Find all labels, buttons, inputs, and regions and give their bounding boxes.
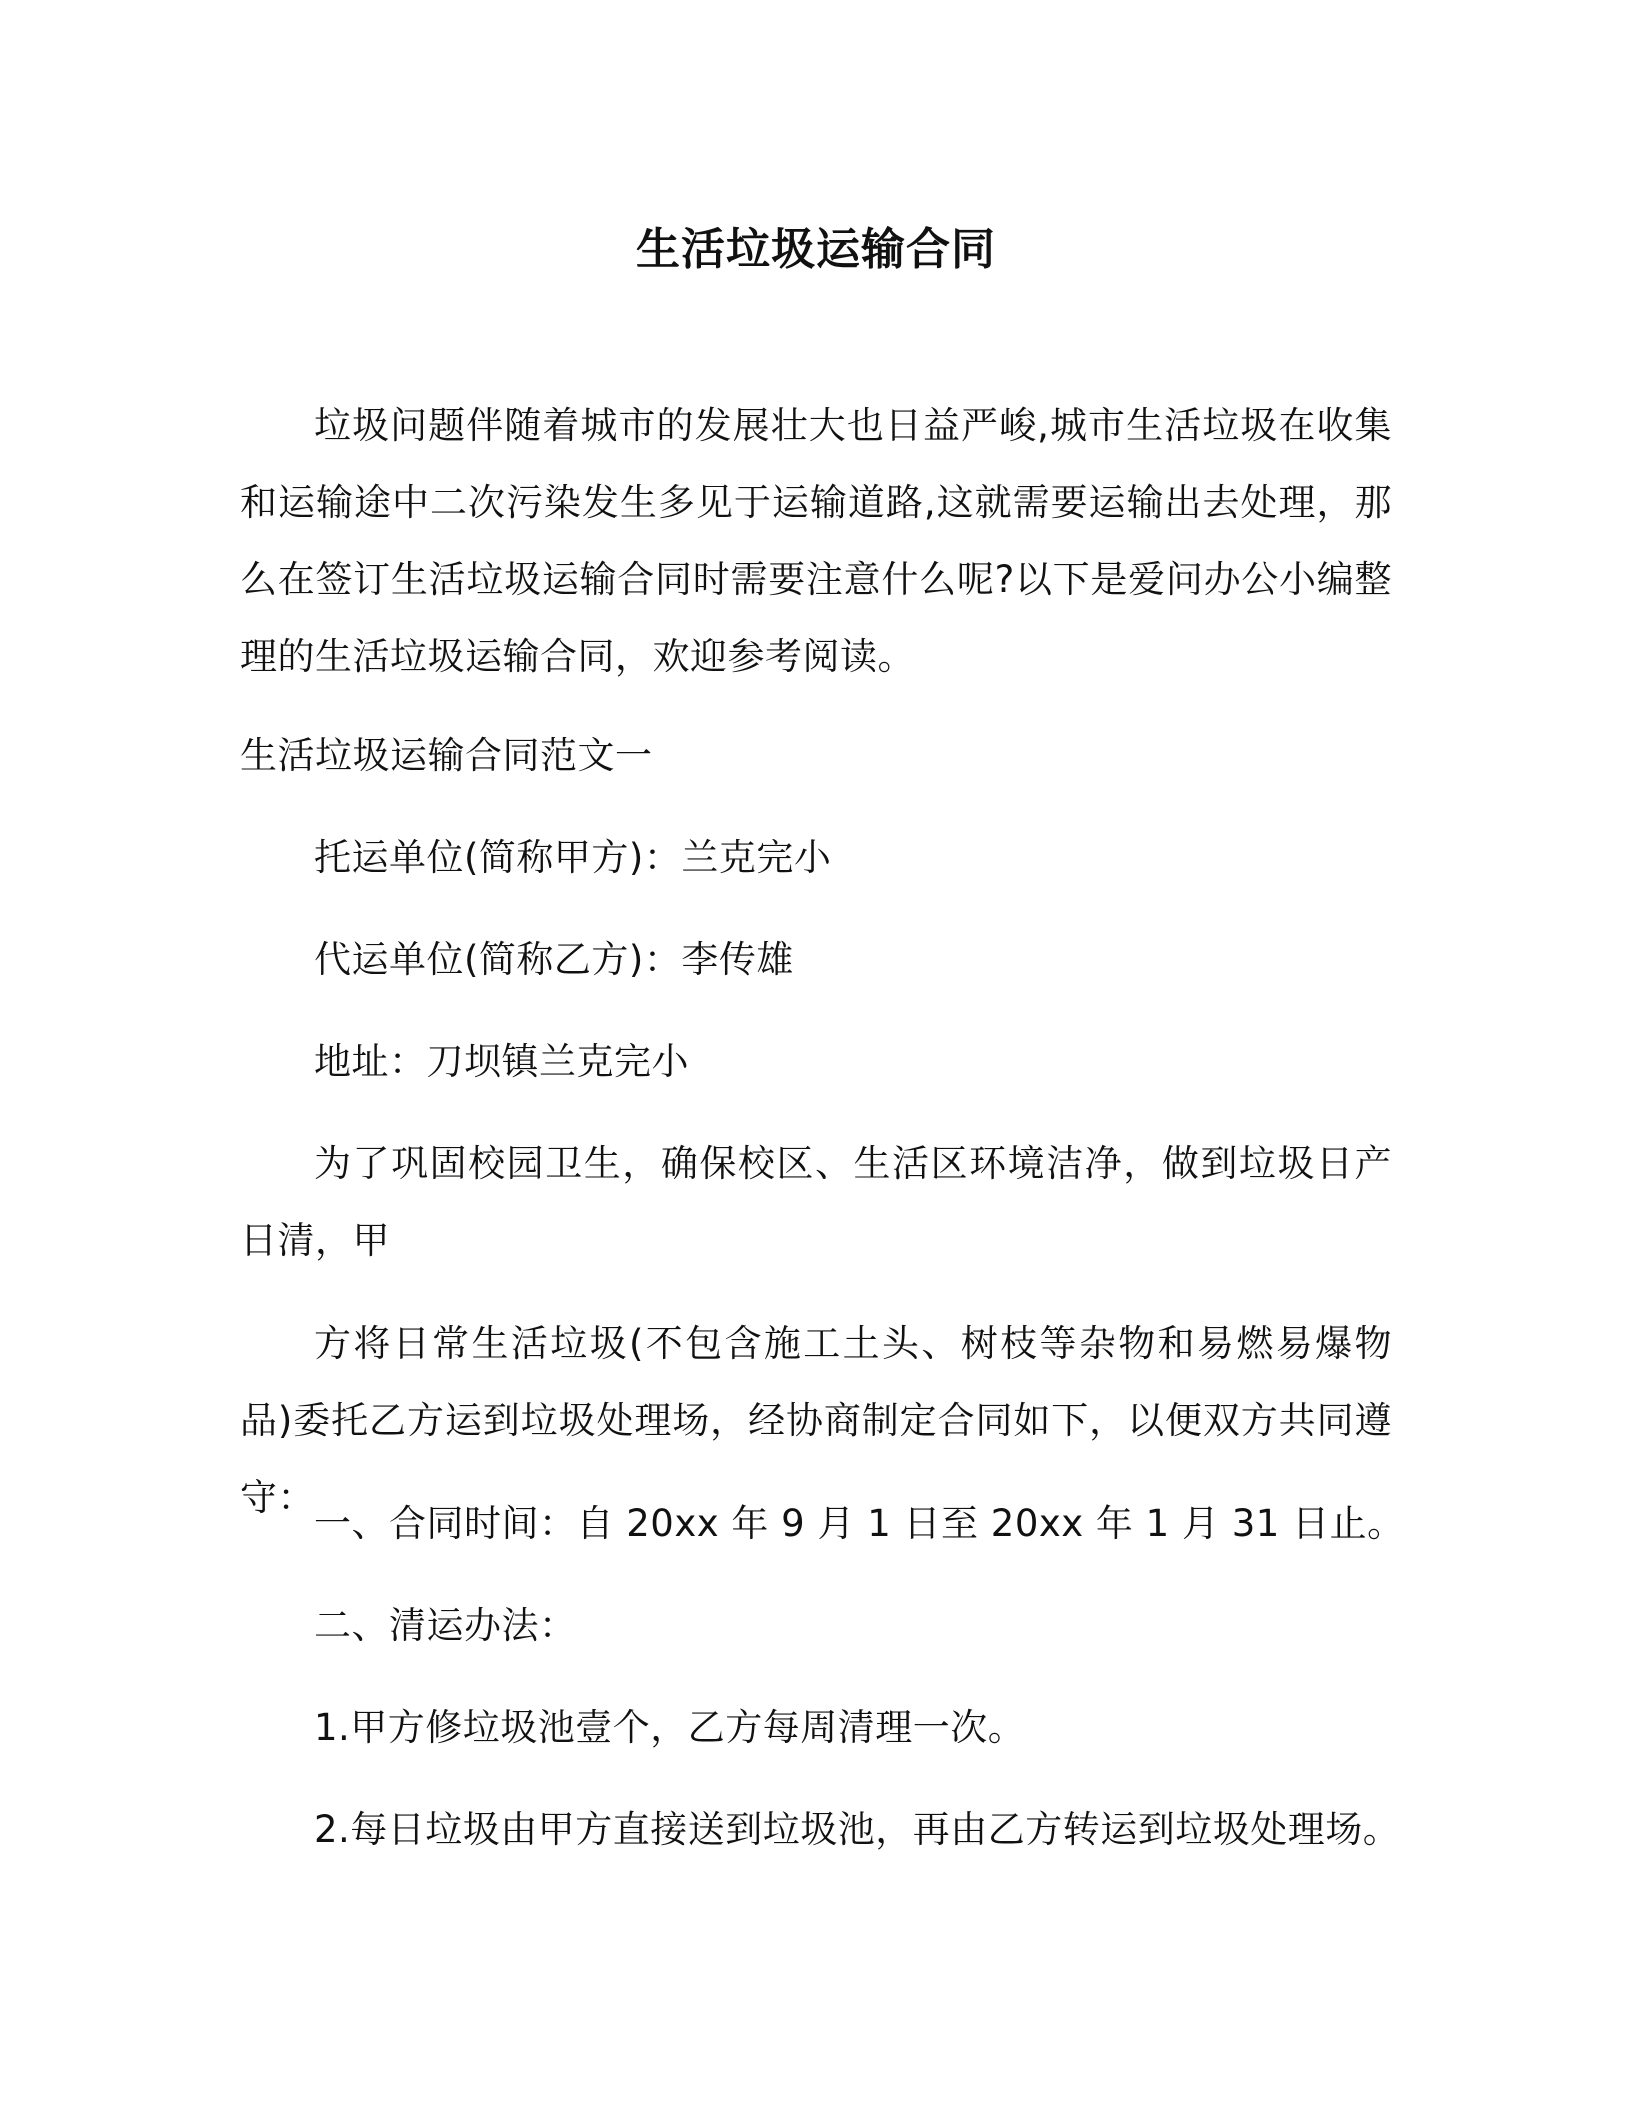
cleaning-item-1: 1.甲方修垃圾池壹个，乙方每周清理一次。 xyxy=(314,1706,1026,1749)
purpose-paragraph-1: 为了巩固校园卫生，确保校区、生活区环境洁净，做到垃圾日产日清，甲 xyxy=(240,1142,1392,1262)
cleaning-item-2: 2.每日垃圾由甲方直接送到垃圾池，再由乙方转运到垃圾处理场。 xyxy=(314,1808,1401,1851)
party-b-line: 代运单位(简称乙方)：李传雄 xyxy=(314,938,794,981)
party-a-line: 托运单位(简称甲方)：兰克完小 xyxy=(314,836,832,879)
sample-heading: 生活垃圾运输合同范文一 xyxy=(240,734,653,777)
clause-cleaning-method: 二、清运办法： xyxy=(314,1604,577,1647)
intro-paragraph: 垃圾问题伴随着城市的发展壮大也日益严峻,城市生活垃圾在收集和运输途中二次污染发生多见于运输道路,这就需要运输出去处理，那么在签订生活垃圾运输合同时需要注意什么呢?以下是爱问办公小编整理的生活垃圾运输合同，欢迎参考阅读。 xyxy=(240,404,1392,678)
purpose-paragraph-2: 方将日常生活垃圾(不包含施工土头、树枝等杂物和易燃易爆物品)委托乙方运到垃圾处理场，经协商制定合同如下，以便双方共同遵守： xyxy=(240,1322,1392,1519)
address-line: 地址：刀坝镇兰克完小 xyxy=(314,1040,689,1083)
document-title: 生活垃圾运输合同 xyxy=(636,224,996,275)
clause-contract-period: 一、合同时间：自 20xx 年 9 月 1 日至 20xx 年 1 月 31 日止。 xyxy=(314,1502,1405,1545)
